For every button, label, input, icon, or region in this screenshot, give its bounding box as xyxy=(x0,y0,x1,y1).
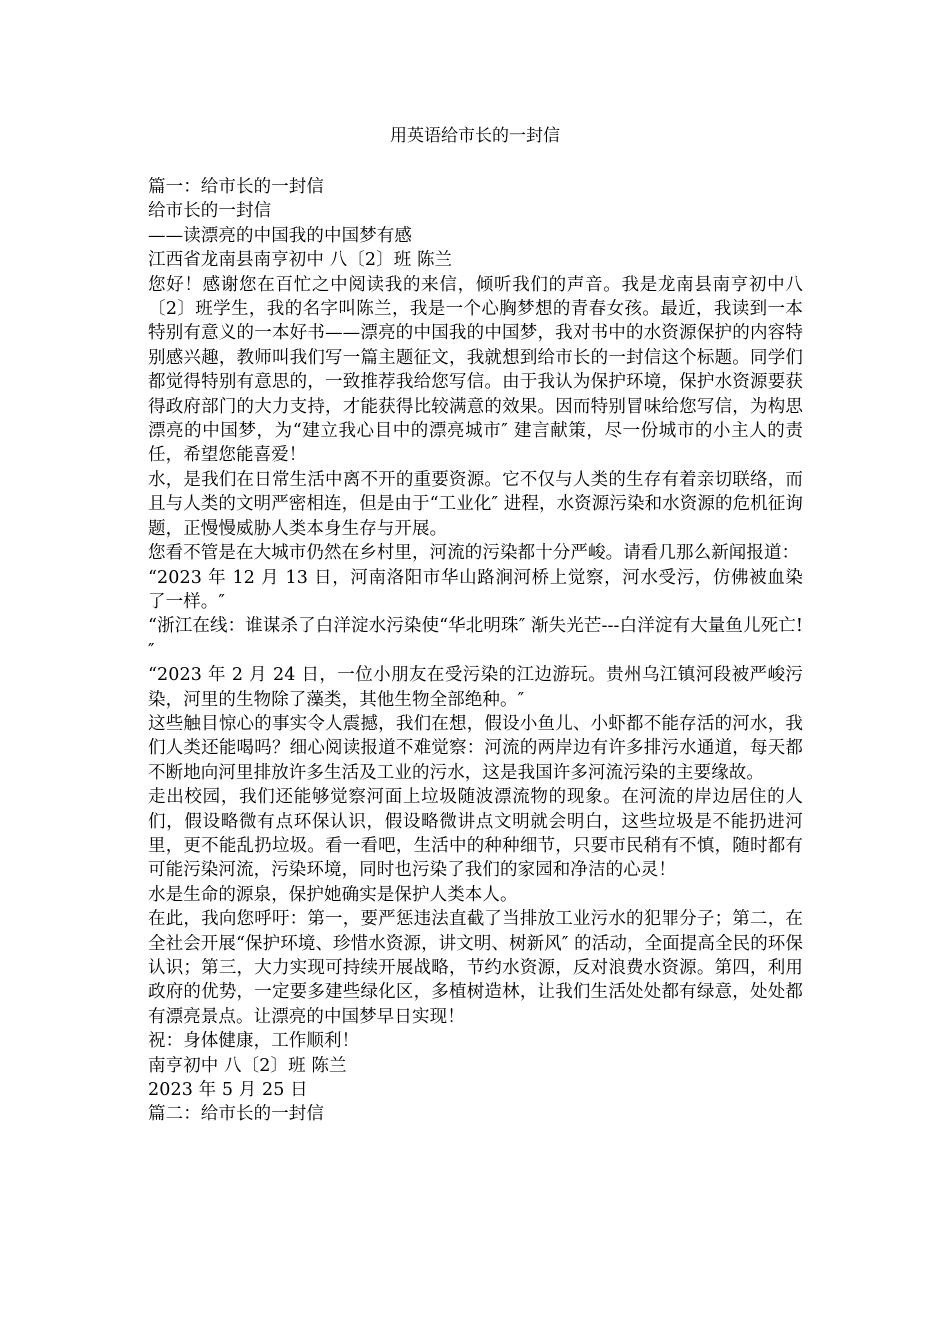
paragraph: 这些触目惊心的事实令人震撼，我们在想，假设小鱼儿、小虾都不能存活的河水，我们人类还能喝吗？细心阅读报道不难觉察：河流的两岸边有许多排污水通道，每天都不断地向河里排放许多生活及工业的污水，这是我国许多河流污染的主要缘故。 xyxy=(148,713,803,783)
paragraph: 在此，我向您呼吁：第一，要严惩违法直截了当排放工业污水的犯罪分子；第二，在全社会开展“保护环境、珍惜水资源，讲文明、树新风″ 的活动，全面提高全民的环保认识；第三，大力实现可持续开展战略，节约水资源，反对浪费水资源。第四，利用政府的优势，一定要多建些绿化区，多植树造林，让我们生活处处都有绿意，处处都有漂亮景点。让漂亮的中国梦早日实现！ xyxy=(148,909,803,1027)
news-quote: “2023 年 12 月 13 日，河南洛阳市华山路涧河桥上觉察，河水受污，仿佛被血染了一样。″ xyxy=(148,567,803,612)
closing-wish: 祝：身体健康，工作顺利！ xyxy=(148,1031,360,1052)
letter-date: 2023 年 5 月 25 日 xyxy=(148,1080,308,1101)
author-line: 江西省龙南县南亨初中 八〔2〕班 陈兰 xyxy=(148,250,453,271)
paragraph: 走出校园，我们还能够觉察河面上垃圾随波漂流物的现象。在河流的岸边居住的人们，假设略微有点环保认识，假设略微讲点文明就会明白，这些垃圾是不能扔进河里，更不能乱扔垃圾。看一看吧，生活中的种种细节，只要市民稍有不慎，随时都有可能污染河流，污染环境，同时也污染了我们的家园和净洁的心灵！ xyxy=(148,787,803,881)
paragraph: 您好！感谢您在百忙之中阅读我的来信，倾听我们的声音。我是龙南县南亨初中八〔2〕班学生，我的名字叫陈兰，我是一个心胸梦想的青春女孩。最近，我读到一本特别有意义的一本好书——漂亮的中国我的中国梦，我对书中的水资源保护的内容特别感兴趣，教师叫我们写一篇主题征文，我就想到给市长的一封信这个标题。同学们都觉得特别有意思的，一致推荐我给您写信。由于我认为保护环境，保护水资源要获得政府部门的大力支持，才能获得比较满意的效果。因而特别冒味给您写信，为构思漂亮的中国梦，为“建立我心目中的漂亮城市″ 建言献策，尽一份城市的小主人的责任，希望您能喜爱！ xyxy=(148,274,803,466)
paragraph: 水，是我们在日常生活中离不开的重要资源。它不仅与人类的生存有着亲切联络，而且与人类的文明严密相连，但是由于“工业化″ 进程，水资源污染和水资源的危机征询题，正慢慢威胁人类本身生存与开展。 xyxy=(148,469,803,539)
news-quote: “2023 年 2 月 24 日，一位小朋友在受污染的江边游玩。贵州乌江镇河段被严峻污染，河里的生物除了藻类，其他生物全部绝种。″ xyxy=(148,665,803,710)
news-quote: “浙江在线：谁谋杀了白洋淀水污染使“华北明珠″ 渐失光芒---白洋淀有大量鱼儿死亡!″ xyxy=(148,616,803,661)
paragraph: 您看不管是在大城市仍然在乡村里，河流的污染都十分严峻。请看几那么新闻报道： xyxy=(148,543,800,564)
paragraph: 水是生命的源泉，保护她确实是保护人类本人。 xyxy=(148,884,518,905)
letter-subtitle: ——读漂亮的中国我的中国梦有感 xyxy=(148,225,412,246)
section-heading: 篇二：给市长的一封信 xyxy=(148,1104,324,1125)
section-heading: 篇一：给市长的一封信 xyxy=(148,177,324,197)
document-body xyxy=(148,175,803,1127)
signature: 南亨初中 八〔2〕班 陈兰 xyxy=(148,1055,347,1076)
letter-title: 给市长的一封信 xyxy=(148,201,272,222)
document-title: 用英语给市长的一封信 xyxy=(390,126,560,146)
